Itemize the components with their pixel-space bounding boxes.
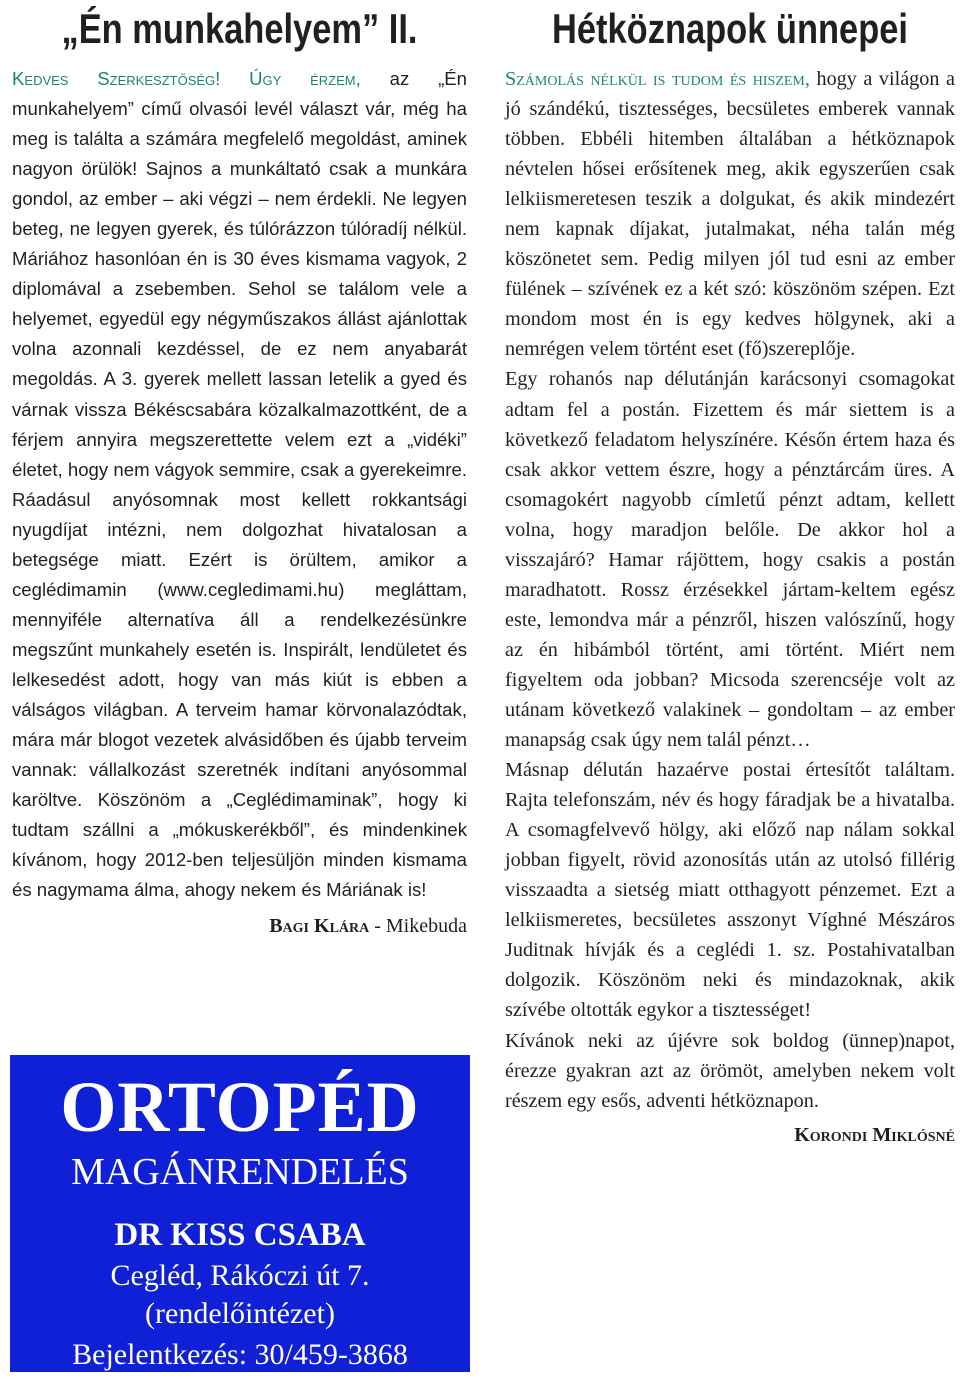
ad-phone: Bejelentkezés: 30/459-3868	[72, 1338, 408, 1371]
left-signature-place: - Mikebuda	[369, 915, 467, 938]
ad-doctor-name: DR KISS CSABA	[114, 1217, 366, 1253]
right-article-lead: Számolás nélkül is tudom és hiszem,	[505, 68, 810, 90]
right-article-title: Hétköznapok ünnepei	[552, 5, 908, 52]
left-article-lead: Kedves Szerkesztőség! Úgy érzem,	[12, 68, 361, 89]
right-article-paragraph-4: Kívánok neki az újévre sok boldog (ünnep)napot, érezze gyakran azt az örömöt, amelyben nekem volt részem egy esős, adventi hétköznapon.	[505, 1029, 955, 1112]
right-article-paragraph-3: Másnap délután hazaérve postai értesítőt találtam. Rajta telefonszám, név és hogy fáradjak be a hivatalba. A csomagfelvevő hölgy, aki előző nap nálam sokkal jobban figyelt, rövid azonosítás után az utolsó fillérig visszaadta a sietség miatt otthagyott pénzemet. Ezt a lelkiismeretes, becsületes asszonyt Víghné Mészáros Juditnak hívják és a ceglédi 1. sz. Postahivatalban dolgozik. Köszönöm neki és mindazoknak, akik szívébe oltották egykor a tisztességet!	[505, 759, 955, 1022]
ad-title: ORTOPÉD	[60, 1067, 420, 1147]
left-article	[12, 0, 467, 941]
right-signature-name: Korondi Miklósné	[794, 1123, 955, 1146]
orthopedic-advertisement	[10, 1055, 470, 1372]
right-article-text-1: hogy a világon a jó szándékú, tisztességes, becsületes emberek vannak többen. Ebbéli hitemben általában a hétköznapok névtelen hősei erősítenek meg, akik egyszerűen csak lelkiismeretesen teszik a dolgukat, és akik mindezért nem kapnak díjakat, jutalmakat, néha talán még köszönetet sem. Pedig milyen jól tud esni az ember fülének – szívének ez a két szó: köszönöm szépen. Ezt mondom most én is egy kedves hölgynek, aki a nemrégen velem történt eset (fő)szereplője.	[505, 68, 955, 361]
right-article	[505, 0, 955, 1150]
left-article-title: „Én munkahelyem” II.	[61, 5, 418, 52]
left-article-text: az „Én munkahelyem” című olvasói levél választ vár, még ha meg is találta a számára megfelelő megoldást, aminek nagyon örülök! Sajnos a munkáltató csak a munkára gondol, az ember – aki végzi – nem érdekli. Ne legyen beteg, ne legyen gyerek, és túlórázzon túlóradíj nélkül. Máriához hasonlóan én is 30 éves kismama vagyok, 2 diplomával a zsebemben. Sehol se találom vele a helyemet, egyedül egy négyműszakos állást ajánlottak volna azonnali kezdéssel, de ez nem anyabarát megoldás. A 3. gyerek mellett lassan letelik a gyed és várnak vissza Békéscsabára közalkalmazottként, de a férjem annyira megszerettette velem ezt a „vidéki” életet, hogy nem vágyok semmire, csak a gyerekeimre. Ráadásul anyósomnak most kellett rokkantsági nyugdíjat intézni, nem dolgozhat hivatalosan a betegsége miatt. Ezért is örültem, amikor a ceglédimamin (www.cegledimami.hu) megláttam, mennyiféle alternatíva áll a rendelkezésünkre megszűnt munkahely esetén is. Inspirált, lendületet és lelkesedést adott, hogy van más kiút is ebben a válságos világban. A terveim hamar körvonalazódtak, mára már blogot vezetek alvásidőben és újabb terveim vannak: vállalkozást szeretnék indítani anyósommal karöltve. Köszönöm a „Ceglédimaminak”, hogy ki tudtam szállni a „mókuskerékből”, és mindenkinek kívánom, hogy 2012-ben teljesüljön minden kismama és nagymama álma, ahogy nekem és Máriának is!	[12, 68, 467, 901]
right-article-paragraph-2: Egy rohanós nap délutánján karácsonyi csomagokat adtam fel a postán. Fizettem és már siettem is a következő feladatom helyszínére. Későn értem haza és csak akkor vettem észre, hogy a pénztárcám üres. A csomagokért nagyobb címletű pénzt adtam, kellett volna, hogy maradjon belőle. De akkor hol a visszajáró? Hamar rájöttem, hogy csakis a postán maradhatott. Rossz érzésekkel jártam-keltem egész este, lemondva már a pénzről, hiszen valószínű, hogy az én hibámból történt, ami történt. Miért nem figyeltem oda jobban? Micsoda szerencséje volt az utánam következő valakinek – gondoltam – az ember manapság csak úgy nem talál pénzt…	[505, 368, 955, 752]
right-article-signature	[505, 1120, 955, 1150]
ad-subtitle: MAGÁNRENDELÉS	[71, 1151, 409, 1193]
left-article-body	[12, 64, 467, 905]
ad-location: (rendelőintézet)	[145, 1297, 335, 1330]
ad-address: Cegléd, Rákóczi út 7.	[110, 1259, 370, 1292]
left-article-signature	[12, 911, 467, 941]
left-signature-name: Bagi Klára	[269, 915, 370, 938]
right-article-paragraph-1	[505, 64, 955, 364]
